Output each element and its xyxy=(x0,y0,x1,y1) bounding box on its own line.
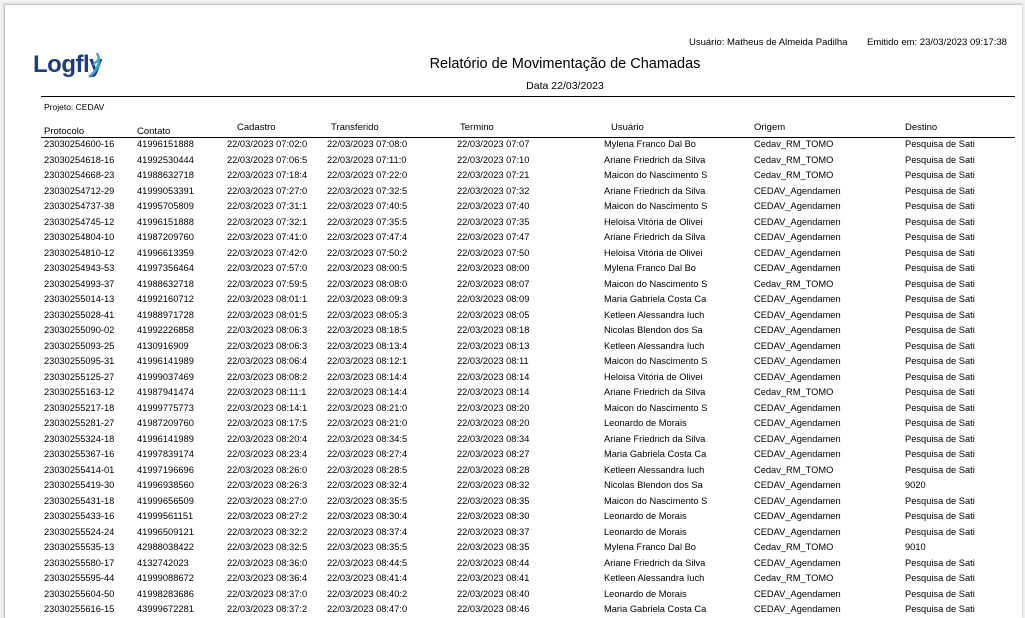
cell-termino: 22/03/2023 07:50 xyxy=(457,247,530,258)
cell-origem: Cedav_RM_TOMO xyxy=(754,542,834,552)
table-row xyxy=(5,601,1022,617)
table-row xyxy=(5,400,1022,416)
cell-cadastro: 22/03/2023 08:01:5 xyxy=(227,309,308,320)
cell-termino: 22/03/2023 08:37 xyxy=(457,526,530,537)
table-row xyxy=(5,508,1022,524)
cell-cadastro: 22/03/2023 08:26:3 xyxy=(227,480,308,490)
cell-contato: 41999656509 xyxy=(137,495,194,506)
cell-cadastro: 22/03/2023 08:20:4 xyxy=(227,433,308,444)
cell-destino: Pesquisa de Sati xyxy=(905,433,975,444)
table-row xyxy=(5,152,1022,168)
cell-usuario: Maicon do Nascimento S xyxy=(604,170,708,180)
cell-transferido: 22/03/2023 08:32:4 xyxy=(327,480,408,490)
cell-termino: 22/03/2023 07:47 xyxy=(457,232,530,242)
cell-contato: 41996141989 xyxy=(137,433,194,444)
cell-cadastro: 22/03/2023 08:32:5 xyxy=(227,542,308,552)
cell-destino: Pesquisa de Sati xyxy=(905,247,975,258)
cell-termino: 22/03/2023 08:40 xyxy=(457,588,530,599)
table-row xyxy=(5,493,1022,509)
cell-cadastro: 22/03/2023 08:23:4 xyxy=(227,449,308,459)
table-row xyxy=(5,586,1022,602)
cell-protocolo: 23030255095-31 xyxy=(44,356,115,366)
table-row xyxy=(5,198,1022,214)
cell-transferido: 22/03/2023 08:21:0 xyxy=(327,402,408,413)
cell-destino: Pesquisa de Sati xyxy=(905,294,975,304)
cell-usuario: Ariane Friedrich da Silva xyxy=(604,387,706,397)
cell-termino: 22/03/2023 07:21 xyxy=(457,170,530,180)
col-header-transferido: Transferido xyxy=(331,122,379,133)
cell-contato: 41995705809 xyxy=(137,201,194,211)
cell-contato: 41996141989 xyxy=(137,356,194,366)
cell-contato: 41987209760 xyxy=(137,418,194,428)
cell-origem: CEDAV_Agendamen xyxy=(754,557,841,568)
cell-cadastro: 22/03/2023 08:17:5 xyxy=(227,418,308,428)
table-row xyxy=(5,462,1022,478)
cell-termino: 22/03/2023 08:09 xyxy=(457,294,530,304)
cell-contato: 41988632718 xyxy=(137,278,194,289)
cell-destino: Pesquisa de Sati xyxy=(905,170,975,180)
table-row xyxy=(5,539,1022,555)
cell-contato: 41999088672 xyxy=(137,573,194,583)
cell-protocolo: 23030255616-15 xyxy=(44,604,115,614)
cell-origem: CEDAV_Agendamen xyxy=(754,216,841,227)
cell-termino: 22/03/2023 08:11 xyxy=(457,356,529,366)
cell-transferido: 22/03/2023 08:08:0 xyxy=(327,278,408,289)
table-row xyxy=(5,369,1022,385)
cell-transferido: 22/03/2023 08:35:5 xyxy=(327,542,408,552)
cell-protocolo: 23030254804-10 xyxy=(44,232,115,242)
cell-origem: Cedav_RM_TOMO xyxy=(754,278,834,289)
cell-cadastro: 22/03/2023 07:59:5 xyxy=(227,278,308,289)
cell-usuario: Maria Gabriela Costa Ca xyxy=(604,604,707,614)
cell-transferido: 22/03/2023 08:44:5 xyxy=(327,557,408,568)
cell-destino: Pesquisa de Sati xyxy=(905,418,975,428)
table-row xyxy=(5,353,1022,369)
col-header-termino: Termino xyxy=(460,122,494,133)
cell-cadastro: 22/03/2023 07:42:0 xyxy=(227,247,308,258)
cell-destino: Pesquisa de Sati xyxy=(905,511,975,521)
cell-usuario: Ariane Friedrich da Silva xyxy=(604,185,706,196)
cell-termino: 22/03/2023 08:32 xyxy=(457,480,530,490)
cell-protocolo: 23030254810-12 xyxy=(44,247,115,258)
cell-origem: Cedav_RM_TOMO xyxy=(754,464,834,475)
logo-text: Logfly xyxy=(33,51,102,78)
cell-usuario: Maria Gabriela Costa Ca xyxy=(604,294,707,304)
cell-origem: CEDAV_Agendamen xyxy=(754,263,841,273)
cell-destino: Pesquisa de Sati xyxy=(905,201,975,211)
cell-cadastro: 22/03/2023 07:31:1 xyxy=(227,201,308,211)
cell-usuario: Ariane Friedrich da Silva xyxy=(604,154,706,165)
cell-contato: 41998283686 xyxy=(137,588,194,599)
cell-usuario: Ketleen Alessandra Iuch xyxy=(604,464,705,475)
cell-cadastro: 22/03/2023 08:06:3 xyxy=(227,325,308,335)
cell-contato: 4130916909 xyxy=(137,340,189,351)
cell-destino: Pesquisa de Sati xyxy=(905,402,975,413)
cell-protocolo: 23030254993-37 xyxy=(44,278,115,289)
cell-cadastro: 22/03/2023 07:02:0 xyxy=(227,139,308,149)
cell-cadastro: 22/03/2023 08:32:2 xyxy=(227,526,308,537)
cell-destino: Pesquisa de Sati xyxy=(905,557,975,568)
cell-destino: Pesquisa de Sati xyxy=(905,604,975,614)
cell-protocolo: 23030254668-23 xyxy=(44,170,115,180)
cell-destino: 9010 xyxy=(905,542,926,552)
cell-transferido: 22/03/2023 07:50:2 xyxy=(327,247,408,258)
cell-termino: 22/03/2023 08:20 xyxy=(457,418,530,428)
cell-origem: CEDAV_Agendamen xyxy=(754,588,841,599)
cell-protocolo: 23030255604-50 xyxy=(44,588,115,599)
cell-destino: Pesquisa de Sati xyxy=(905,588,975,599)
cell-transferido: 22/03/2023 08:18:5 xyxy=(327,325,408,335)
cell-contato: 4132742023 xyxy=(137,557,189,568)
cell-usuario: Leonardo de Morais xyxy=(604,526,687,537)
cell-cadastro: 22/03/2023 08:11:1 xyxy=(227,387,307,397)
cell-usuario: Heloisa Vitória de Olivei xyxy=(604,371,703,382)
cell-contato: 41996151888 xyxy=(137,216,194,227)
cell-protocolo: 23030255580-17 xyxy=(44,557,115,568)
cell-contato: 41999037469 xyxy=(137,371,194,382)
table-row xyxy=(5,524,1022,540)
cell-origem: CEDAV_Agendamen xyxy=(754,309,841,320)
cell-protocolo: 23030254618-16 xyxy=(44,154,115,165)
cell-usuario: Ariane Friedrich da Silva xyxy=(604,433,706,444)
cell-protocolo: 23030255433-16 xyxy=(44,511,115,521)
cell-cadastro: 22/03/2023 08:14:1 xyxy=(227,402,308,413)
table-row xyxy=(5,229,1022,245)
cell-origem: Cedav_RM_TOMO xyxy=(754,154,834,165)
cell-usuario: Mylena Franco Dal Bo xyxy=(604,542,696,552)
cell-origem: Cedav_RM_TOMO xyxy=(754,139,834,149)
cell-destino: 9020 xyxy=(905,480,926,490)
cell-termino: 22/03/2023 08:41 xyxy=(457,573,530,583)
cell-protocolo: 23030255535-13 xyxy=(44,542,115,552)
cell-termino: 22/03/2023 07:40 xyxy=(457,201,530,211)
cell-usuario: Ariane Friedrich da Silva xyxy=(604,232,706,242)
report-table-body xyxy=(5,136,1022,617)
cell-usuario: Leonardo de Morais xyxy=(604,588,687,599)
cell-transferido: 22/03/2023 07:35:5 xyxy=(327,216,408,227)
table-row xyxy=(5,307,1022,323)
cell-termino: 22/03/2023 08:14 xyxy=(457,371,530,382)
cell-origem: CEDAV_Agendamen xyxy=(754,340,841,351)
cell-origem: CEDAV_Agendamen xyxy=(754,495,841,506)
cell-termino: 22/03/2023 08:28 xyxy=(457,464,530,475)
cell-usuario: Maicon do Nascimento S xyxy=(604,278,708,289)
cell-destino: Pesquisa de Sati xyxy=(905,278,975,289)
cell-protocolo: 23030254712-29 xyxy=(44,185,115,196)
cell-contato: 41996509121 xyxy=(137,526,194,537)
cell-protocolo: 23030255093-25 xyxy=(44,340,115,351)
cell-cadastro: 22/03/2023 08:27:2 xyxy=(227,511,308,521)
cell-origem: CEDAV_Agendamen xyxy=(754,433,841,444)
table-row xyxy=(5,136,1022,152)
report-emitted-at: Emitido em: 23/03/2023 09:17:38 xyxy=(867,37,1007,48)
cell-origem: CEDAV_Agendamen xyxy=(754,371,841,382)
table-row xyxy=(5,214,1022,230)
cell-transferido: 22/03/2023 07:47:4 xyxy=(327,232,408,242)
cell-transferido: 22/03/2023 08:14:4 xyxy=(327,387,408,397)
cell-destino: Pesquisa de Sati xyxy=(905,464,975,475)
cell-termino: 22/03/2023 08:35 xyxy=(457,495,530,506)
cell-contato: 41992160712 xyxy=(137,294,194,304)
cell-contato: 41999775773 xyxy=(137,402,194,413)
cell-origem: CEDAV_Agendamen xyxy=(754,449,841,459)
cell-protocolo: 23030254600-16 xyxy=(44,139,115,149)
cell-destino: Pesquisa de Sati xyxy=(905,139,975,149)
cell-contato: 41999561151 xyxy=(137,511,194,521)
cell-cadastro: 22/03/2023 08:06:3 xyxy=(227,340,308,351)
cell-transferido: 22/03/2023 07:22:0 xyxy=(327,170,408,180)
cell-termino: 22/03/2023 08:46 xyxy=(457,604,530,614)
cell-usuario: Leonardo de Morais xyxy=(604,418,687,428)
cell-transferido: 22/03/2023 07:32:5 xyxy=(327,185,408,196)
table-row xyxy=(5,477,1022,493)
cell-destino: Pesquisa de Sati xyxy=(905,309,975,320)
cell-protocolo: 23030255281-27 xyxy=(44,418,115,428)
cell-termino: 22/03/2023 08:07 xyxy=(457,278,530,289)
cell-termino: 22/03/2023 08:34 xyxy=(457,433,530,444)
cell-cadastro: 22/03/2023 07:32:1 xyxy=(227,216,308,227)
cell-origem: CEDAV_Agendamen xyxy=(754,604,841,614)
cell-usuario: Ketleen Alessandra Iuch xyxy=(604,340,705,351)
cell-usuario: Maicon do Nascimento S xyxy=(604,356,708,366)
cell-origem: CEDAV_Agendamen xyxy=(754,325,841,335)
cell-contato: 43999672281 xyxy=(137,604,194,614)
cell-protocolo: 23030255419-30 xyxy=(44,480,115,490)
cell-termino: 22/03/2023 08:20 xyxy=(457,402,530,413)
cell-contato: 41987941474 xyxy=(137,387,194,397)
cell-cadastro: 22/03/2023 07:27:0 xyxy=(227,185,308,196)
cell-transferido: 22/03/2023 08:34:5 xyxy=(327,433,408,444)
cell-usuario: Ariane Friedrich da Silva xyxy=(604,557,706,568)
table-row xyxy=(5,276,1022,292)
col-header-origem: Origem xyxy=(754,122,786,133)
cell-transferido: 22/03/2023 08:28:5 xyxy=(327,464,408,475)
cell-cadastro: 22/03/2023 08:26:0 xyxy=(227,464,308,475)
table-row xyxy=(5,384,1022,400)
cell-transferido: 22/03/2023 08:35:5 xyxy=(327,495,408,506)
cell-usuario: Ketleen Alessandra Iuch xyxy=(604,573,705,583)
cell-transferido: 22/03/2023 08:30:4 xyxy=(327,511,408,521)
cell-origem: Cedav_RM_TOMO xyxy=(754,387,834,397)
cell-destino: Pesquisa de Sati xyxy=(905,356,975,366)
cell-destino: Pesquisa de Sati xyxy=(905,154,975,165)
report-date: Data 22/03/2023 xyxy=(526,80,604,92)
cell-contato: 41992530444 xyxy=(137,154,194,165)
table-row xyxy=(5,291,1022,307)
cell-termino: 22/03/2023 08:13 xyxy=(457,340,530,351)
cell-cadastro: 22/03/2023 08:36:4 xyxy=(227,573,308,583)
cell-contato: 41987209760 xyxy=(137,232,194,242)
cell-origem: Cedav_RM_TOMO xyxy=(754,170,834,180)
cell-protocolo: 23030255090-02 xyxy=(44,325,115,335)
cell-cadastro: 22/03/2023 08:37:2 xyxy=(227,604,308,614)
cell-destino: Pesquisa de Sati xyxy=(905,232,975,242)
table-row xyxy=(5,446,1022,462)
cell-termino: 22/03/2023 08:44 xyxy=(457,557,530,568)
cell-cadastro: 22/03/2023 08:37:0 xyxy=(227,588,308,599)
cell-destino: Pesquisa de Sati xyxy=(905,340,975,351)
cell-protocolo: 23030254943-53 xyxy=(44,263,115,273)
cell-destino: Pesquisa de Sati xyxy=(905,185,975,196)
cell-contato: 41997356464 xyxy=(137,263,194,273)
cell-transferido: 22/03/2023 08:09:3 xyxy=(327,294,408,304)
cell-transferido: 22/03/2023 08:41:4 xyxy=(327,573,408,583)
col-header-contato: Contato xyxy=(137,126,171,137)
cell-termino: 22/03/2023 08:18 xyxy=(457,325,530,335)
cell-origem: CEDAV_Agendamen xyxy=(754,232,841,242)
cell-termino: 22/03/2023 08:27 xyxy=(457,449,530,459)
cell-termino: 22/03/2023 08:35 xyxy=(457,542,530,552)
cell-cadastro: 22/03/2023 07:41:0 xyxy=(227,232,308,242)
cell-protocolo: 23030255595-44 xyxy=(44,573,115,583)
cell-usuario: Maicon do Nascimento S xyxy=(604,402,708,413)
cell-transferido: 22/03/2023 07:11:0 xyxy=(327,154,407,165)
cell-protocolo: 23030255524-24 xyxy=(44,526,115,537)
cell-protocolo: 23030255217-18 xyxy=(44,402,115,413)
cell-contato: 41996151888 xyxy=(137,139,194,149)
cell-protocolo: 23030255163-12 xyxy=(44,387,115,397)
cell-origem: CEDAV_Agendamen xyxy=(754,294,841,304)
cell-destino: Pesquisa de Sati xyxy=(905,495,975,506)
cell-origem: CEDAV_Agendamen xyxy=(754,201,841,211)
table-row xyxy=(5,415,1022,431)
table-row xyxy=(5,245,1022,261)
cell-contato: 41988971728 xyxy=(137,309,194,320)
cell-contato: 41999053391 xyxy=(137,185,194,196)
table-row xyxy=(5,338,1022,354)
cell-origem: CEDAV_Agendamen xyxy=(754,356,841,366)
cell-cadastro: 22/03/2023 08:01:1 xyxy=(227,294,308,304)
table-row xyxy=(5,570,1022,586)
cell-destino: Pesquisa de Sati xyxy=(905,449,975,459)
col-header-protocolo: Protocolo xyxy=(44,126,85,137)
cell-protocolo: 23030255367-16 xyxy=(44,449,115,459)
cell-transferido: 22/03/2023 08:21:0 xyxy=(327,418,408,428)
cell-usuario: Heloisa Vitória de Olivei xyxy=(604,216,703,227)
cell-usuario: Maria Gabriela Costa Ca xyxy=(604,449,707,459)
cell-transferido: 22/03/2023 08:14:4 xyxy=(327,371,408,382)
cell-transferido: 22/03/2023 08:12:1 xyxy=(327,356,408,366)
cell-cadastro: 22/03/2023 08:08:2 xyxy=(227,371,308,382)
cell-origem: CEDAV_Agendamen xyxy=(754,480,841,490)
cell-destino: Pesquisa de Sati xyxy=(905,526,975,537)
cell-cadastro: 22/03/2023 08:06:4 xyxy=(227,356,308,366)
cell-origem: CEDAV_Agendamen xyxy=(754,247,841,258)
cell-usuario: Ketleen Alessandra Iuch xyxy=(604,309,705,320)
cell-termino: 22/03/2023 07:35 xyxy=(457,216,530,227)
cell-transferido: 22/03/2023 08:00:5 xyxy=(327,263,408,273)
table-row xyxy=(5,167,1022,183)
header-divider xyxy=(41,96,1015,97)
table-row xyxy=(5,555,1022,571)
cell-protocolo: 23030254737-38 xyxy=(44,201,115,211)
table-row xyxy=(5,260,1022,276)
cell-usuario: Leonardo de Morais xyxy=(604,511,687,521)
cell-cadastro: 22/03/2023 07:57:0 xyxy=(227,263,308,273)
cell-protocolo: 23030255414-01 xyxy=(44,464,115,475)
cell-origem: CEDAV_Agendamen xyxy=(754,402,841,413)
report-title: Relatório de Movimentação de Chamadas xyxy=(429,56,701,72)
cell-contato: 41997839174 xyxy=(137,449,194,459)
cell-contato: 41992226858 xyxy=(137,325,194,335)
cell-transferido: 22/03/2023 08:13:4 xyxy=(327,340,408,351)
cell-termino: 22/03/2023 07:32 xyxy=(457,185,530,196)
cell-cadastro: 22/03/2023 08:36:0 xyxy=(227,557,308,568)
report-page xyxy=(4,4,1022,618)
cell-termino: 22/03/2023 08:00 xyxy=(457,263,530,273)
cell-usuario: Heloisa Vitória de Olivei xyxy=(604,247,703,258)
cell-cadastro: 22/03/2023 08:27:0 xyxy=(227,495,308,506)
table-row xyxy=(5,322,1022,338)
cell-protocolo: 23030255014-13 xyxy=(44,294,115,304)
cell-destino: Pesquisa de Sati xyxy=(905,573,975,583)
cell-origem: CEDAV_Agendamen xyxy=(754,511,841,521)
cell-transferido: 22/03/2023 07:40:5 xyxy=(327,201,408,211)
cell-protocolo: 23030254745-12 xyxy=(44,216,115,227)
col-header-destino: Destino xyxy=(905,122,938,133)
report-user: Usuário: Matheus de Almeida Padilha xyxy=(689,37,848,48)
cell-usuario: Nicolas Blendon dos Sa xyxy=(604,480,703,490)
table-row xyxy=(5,183,1022,199)
cell-destino: Pesquisa de Sati xyxy=(905,371,975,382)
cell-termino: 22/03/2023 08:30 xyxy=(457,511,530,521)
cell-protocolo: 23030255324-18 xyxy=(44,433,115,444)
cell-cadastro: 22/03/2023 07:18:4 xyxy=(227,170,308,180)
cell-transferido: 22/03/2023 07:08:0 xyxy=(327,139,408,149)
cell-transferido: 22/03/2023 08:27:4 xyxy=(327,449,408,459)
table-row xyxy=(5,431,1022,447)
cell-origem: CEDAV_Agendamen xyxy=(754,185,841,196)
cell-termino: 22/03/2023 08:14 xyxy=(457,387,530,397)
cell-usuario: Mylena Franco Dal Bo xyxy=(604,139,696,149)
cell-termino: 22/03/2023 07:10 xyxy=(457,154,530,165)
cell-destino: Pesquisa de Sati xyxy=(905,325,975,335)
cell-usuario: Nicolas Blendon dos Sa xyxy=(604,325,703,335)
cell-origem: CEDAV_Agendamen xyxy=(754,526,841,537)
cell-transferido: 22/03/2023 08:47:0 xyxy=(327,604,408,614)
cell-contato: 41996938560 xyxy=(137,480,194,490)
col-header-cadastro: Cadastro xyxy=(237,122,276,133)
cell-termino: 22/03/2023 08:05 xyxy=(457,309,530,320)
cell-transferido: 22/03/2023 08:40:2 xyxy=(327,588,408,599)
cell-contato: 41997196696 xyxy=(137,464,194,475)
cell-protocolo: 23030255431-18 xyxy=(44,495,115,506)
cell-contato: 42988038422 xyxy=(137,542,194,552)
cell-transferido: 22/03/2023 08:37:4 xyxy=(327,526,408,537)
cell-contato: 41988632718 xyxy=(137,170,194,180)
cell-usuario: Mylena Franco Dal Bo xyxy=(604,263,696,273)
cell-origem: CEDAV_Agendamen xyxy=(754,418,841,428)
cell-termino: 22/03/2023 07:07 xyxy=(457,139,530,149)
cell-cadastro: 22/03/2023 07:06:5 xyxy=(227,154,308,165)
cell-destino: Pesquisa de Sati xyxy=(905,216,975,227)
cell-usuario: Maicon do Nascimento S xyxy=(604,201,708,211)
cell-usuario: Maicon do Nascimento S xyxy=(604,495,708,506)
cell-protocolo: 23030255028-41 xyxy=(44,309,115,320)
cell-destino: Pesquisa de Sati xyxy=(905,387,975,397)
project-label: Projeto: CEDAV xyxy=(44,102,105,112)
col-header-usuario: Usuário xyxy=(611,122,644,133)
cell-origem: Cedav_RM_TOMO xyxy=(754,573,834,583)
cell-transferido: 22/03/2023 08:05:3 xyxy=(327,309,408,320)
cell-destino: Pesquisa de Sati xyxy=(905,263,975,273)
cell-protocolo: 23030255125-27 xyxy=(44,371,115,382)
cell-contato: 41996613359 xyxy=(137,247,194,258)
